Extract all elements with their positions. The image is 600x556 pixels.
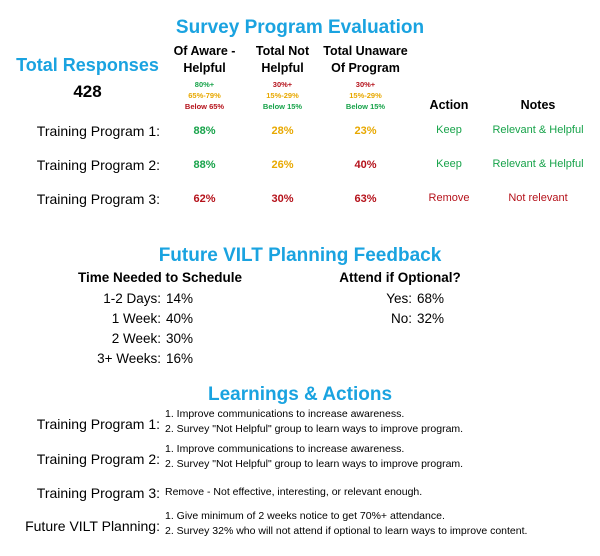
schedule-label-4: 3+ Weeks: [97, 351, 161, 366]
learnings-title: Learnings & Actions [207, 384, 393, 405]
row3-notes: Not relevant [508, 192, 568, 204]
col-header-aware-helpful: Of Aware - Helpful [173, 44, 236, 75]
learning-label-program-1: Training Program 1: [36, 416, 160, 432]
row1-aware-helpful: 88% [193, 125, 216, 137]
row2-aware-helpful: 88% [193, 159, 216, 171]
legend-not-helpful: 30%+ 15%-29% Below 15% [262, 80, 303, 111]
row3-aware-helpful: 62% [193, 193, 216, 205]
optional-label-yes: Yes: [386, 291, 412, 306]
col-header-not-helpful: Total Not Helpful [255, 44, 310, 75]
row3-not-helpful: 30% [271, 193, 294, 205]
learning-label-vilt: Future VILT Planning: [25, 518, 160, 534]
schedule-label-1: 1-2 Days: [103, 291, 161, 306]
optional-value-yes: 68% [417, 291, 445, 306]
learning-label-program-3: Training Program 3: [36, 485, 160, 501]
optional-value-no: 32% [417, 311, 445, 326]
row2-not-helpful: 26% [271, 159, 294, 171]
row-label-program-1: Training Program 1: [36, 123, 160, 139]
schedule-label-2: 1 Week: [111, 311, 161, 326]
row2-action: Keep [436, 158, 462, 170]
row-label-program-3: Training Program 3: [36, 191, 160, 207]
learning-lines-program-2: 1. Improve communications to increase awareness. 2. Survey "Not Helpful" group to learn ways to improve program. [165, 443, 464, 470]
col-header-unaware: Total Unaware Of Program [323, 44, 408, 75]
row1-notes: Relevant & Helpful [492, 124, 584, 136]
total-responses-value: 428 [73, 82, 102, 101]
row3-unaware: 63% [354, 193, 377, 205]
row-label-program-2: Training Program 2: [36, 157, 160, 173]
vilt-title: Future VILT Planning Feedback [158, 245, 442, 266]
row1-not-helpful: 28% [271, 125, 294, 137]
schedule-value-3: 30% [166, 331, 194, 346]
learning-lines-program-1: 1. Improve communications to increase awareness. 2. Survey "Not Helpful" group to learn ways to improve program. [165, 408, 464, 435]
legend-aware-helpful: 80%+ 65%-79% Below 65% [184, 80, 225, 111]
learning-label-program-2: Training Program 2: [36, 451, 160, 467]
optional-header: Attend if Optional? [339, 270, 461, 285]
survey-title: Survey Program Evaluation [175, 17, 425, 38]
row2-notes: Relevant & Helpful [492, 158, 584, 170]
total-responses-label: Total Responses [16, 55, 159, 75]
row2-unaware: 40% [354, 159, 377, 171]
legend-unaware: 30%+ 15%-29% Below 15% [345, 80, 386, 111]
schedule-value-1: 14% [166, 291, 194, 306]
row1-unaware: 23% [354, 125, 377, 137]
schedule-value-4: 16% [166, 351, 194, 366]
optional-label-no: No: [390, 311, 412, 326]
schedule-header: Time Needed to Schedule [77, 270, 243, 285]
row1-action: Keep [436, 124, 462, 136]
schedule-value-2: 40% [166, 311, 194, 326]
action-header: Action [429, 98, 469, 112]
notes-header: Notes [520, 98, 556, 112]
learning-lines-program-3: Remove - Not effective, interesting, or relevant enough. [165, 486, 423, 498]
learning-lines-vilt: 1. Give minimum of 2 weeks notice to get 70%+ attendance. 2. Survey 32% who will not attend if optional to learn ways to improve content. [165, 510, 528, 537]
row3-action: Remove [428, 192, 470, 204]
schedule-label-3: 2 Week: [111, 331, 161, 346]
